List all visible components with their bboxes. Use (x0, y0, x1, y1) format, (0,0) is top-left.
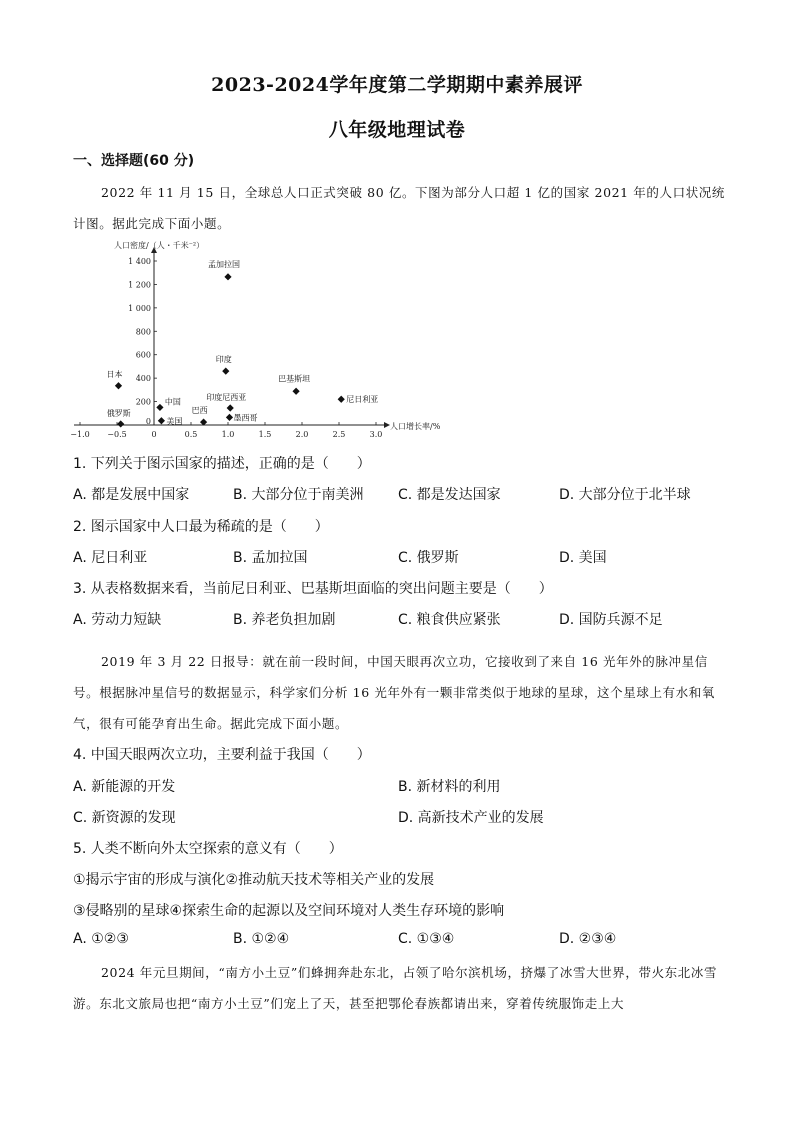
y-tick-label: 1 400 (128, 257, 151, 266)
question-1-stem: 1. 下列关于图示国家的描述，正确的是（ ） (73, 456, 371, 472)
y-tick-label: 1 000 (128, 303, 151, 313)
data-label-9: 巴西 (191, 406, 208, 416)
section-heading: 一、选择题(60 分) (73, 153, 195, 169)
question-4-option-d[interactable]: D. 高新技术产业的发展 (398, 810, 544, 826)
passage-population: 2022 年 11 月 15 日，全球总人口正式突破 80 亿。下图为部分人口超 1 亿的国家 2021 年的人口状况统计图。据此完成下面小题。 (73, 185, 726, 231)
question-3-option-a[interactable]: A. 劳动力短缺 (73, 612, 162, 628)
y-tick-label: 800 (135, 327, 151, 337)
question-2-option-a[interactable]: A. 尼日利亚 (73, 550, 148, 566)
question-3-option-b[interactable]: B. 养老负担加剧 (233, 612, 336, 628)
data-label-1: 孟加拉国 (208, 259, 240, 269)
data-point-2 (222, 368, 229, 375)
passage-tourism: 2024 年元旦期间，“南方小土豆”们蜂拥奔赴东北，占领了哈尔滨机场，挤爆了冰雪大世界，带火东北冰雪游。东北文旅局也把“南方小土豆”们宠上了天，甚至把鄂伦春族都请出来，穿着传统服饰走上大 (73, 965, 718, 1011)
data-label-8: 美国 (166, 416, 183, 426)
question-2-option-d[interactable]: D. 美国 (559, 550, 607, 566)
data-label-3: 日本 (106, 369, 123, 379)
question-5-statements-line2: ③侵略别的星球④探索生命的起源以及空间环境对人类生存环境的影响 (73, 903, 505, 919)
question-1-option-c[interactable]: C. 都是发达国家 (398, 487, 501, 503)
x-tick-label: 3.0 (369, 430, 383, 439)
x-tick-label: −0.5 (107, 430, 127, 439)
x-tick-label: 0 (151, 430, 157, 439)
data-point-5 (338, 396, 345, 403)
data-point-10 (226, 414, 233, 421)
y-axis-label: 人口密度/（人・千米⁻²） (114, 241, 205, 250)
data-label-6: 中国 (164, 397, 181, 407)
question-1-option-b[interactable]: B. 大部分位于南美洲 (233, 487, 364, 503)
data-point-1 (224, 273, 231, 280)
question-5-stem: 5. 人类不断向外太空探索的意义有（ ） (73, 841, 343, 857)
question-4-option-a[interactable]: A. 新能源的开发 (73, 779, 176, 795)
passage-fast: 2019 年 3 月 22 日报导：就在前一段时间，中国天眼再次立功，它接收到了来自 16 光年外的脉冲星信号。根据脉冲星信号的数据显示，科学家们分析 16 光年外有一颗非常类似于地球的星球，这个星球上有水和氧气，很有可能孕育出生命。据此完成下面小题。 (73, 654, 715, 731)
y-tick-label: 1 200 (128, 280, 151, 290)
data-label-2: 印度 (215, 355, 232, 365)
x-axis-label: 人口增长率/% (390, 422, 441, 431)
question-3-option-d[interactable]: D. 国防兵源不足 (559, 612, 663, 628)
question-2-option-b[interactable]: B. 孟加拉国 (233, 550, 308, 566)
data-point-6 (156, 404, 163, 411)
data-label-4: 巴基斯坦 (278, 374, 311, 384)
population-scatter-chart (60, 236, 460, 442)
question-2-stem: 2. 图示国家中人口最为稀疏的是（ ） (73, 519, 329, 535)
x-tick-label: −1.0 (70, 430, 90, 439)
question-5-option-b[interactable]: B. ①②④ (233, 931, 290, 947)
exam-title: 2023-2024学年度第二学期期中素养展评 (211, 74, 583, 96)
x-tick-label: 2.0 (295, 430, 309, 439)
data-point-7 (227, 404, 234, 411)
question-5-statements-line1: ①揭示宇宙的形成与演化②推动航天技术等相关产业的发展 (73, 872, 435, 888)
question-3-option-c[interactable]: C. 粮食供应紧张 (398, 612, 501, 628)
y-tick-label: 600 (135, 350, 151, 360)
data-point-8 (158, 417, 165, 424)
question-4-option-c[interactable]: C. 新资源的发现 (73, 810, 176, 826)
y-tick-label: 400 (135, 374, 151, 384)
data-label-10: 墨西哥 (233, 413, 258, 423)
question-1-option-d[interactable]: D. 大部分位于北半球 (559, 487, 691, 503)
data-label-7: 印度尼西亚 (206, 393, 247, 403)
question-1-option-a[interactable]: A. 都是发展中国家 (73, 487, 190, 503)
question-2-option-c[interactable]: C. 俄罗斯 (398, 550, 459, 566)
question-5-option-a[interactable]: A. ①②③ (73, 931, 129, 947)
exam-subtitle: 八年级地理试卷 (328, 119, 466, 141)
x-tick-label: 1.0 (221, 430, 235, 439)
data-point-11 (117, 420, 124, 427)
data-point-3 (115, 382, 122, 389)
question-4-option-b[interactable]: B. 新材料的利用 (398, 779, 501, 795)
question-5-option-c[interactable]: C. ①③④ (398, 931, 455, 947)
y-origin-label: 0 (145, 417, 151, 426)
x-tick-label: 2.5 (332, 430, 346, 439)
question-4-stem: 4. 中国天眼两次立功，主要利益于我国（ ） (73, 747, 371, 763)
y-tick-label: 200 (135, 397, 151, 407)
question-3-stem: 3. 从表格数据来看，当前尼日利亚、巴基斯坦面临的突出问题主要是（ ） (73, 581, 553, 597)
x-tick-label: 0.5 (184, 430, 198, 439)
data-label-5: 尼日利亚 (346, 395, 379, 405)
question-5-option-d[interactable]: D. ②③④ (559, 931, 617, 947)
x-tick-label: 1.5 (258, 430, 272, 439)
data-point-4 (292, 388, 299, 395)
data-label-11: 俄罗斯 (106, 408, 131, 418)
